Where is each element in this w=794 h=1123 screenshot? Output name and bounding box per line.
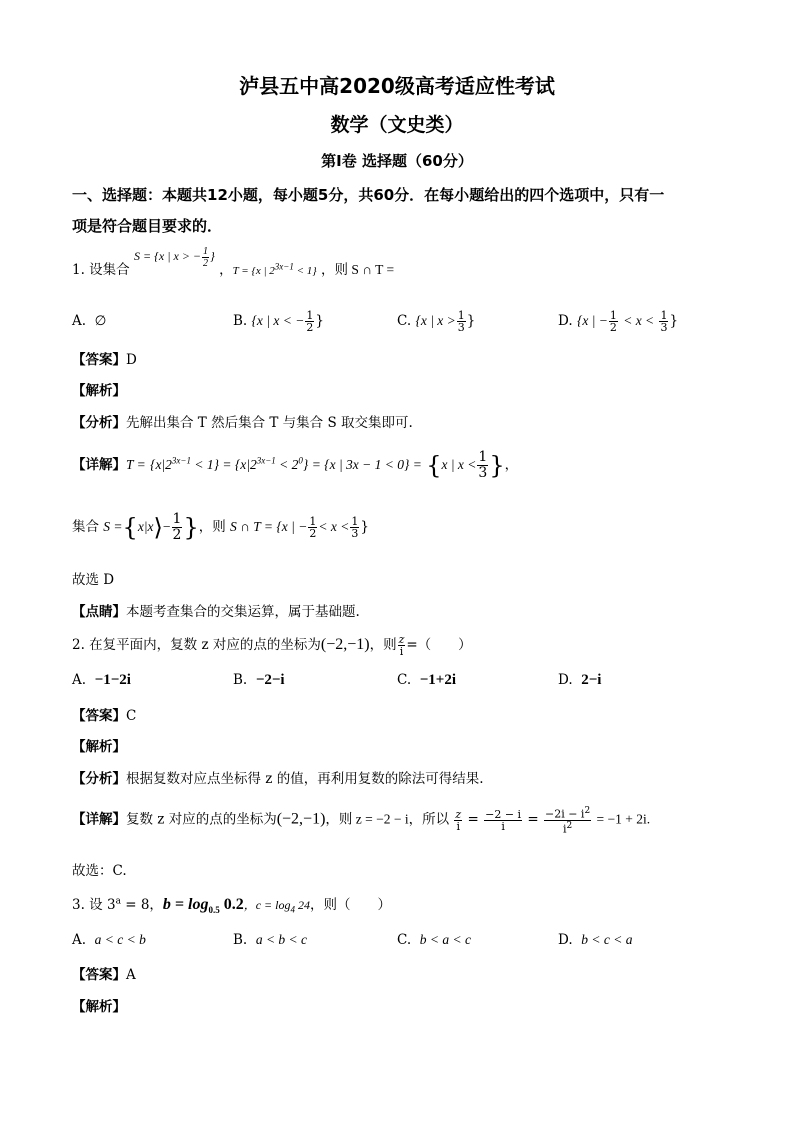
- q2-stem: 2. 在复平面内，复数 z 对应的点的坐标为(−2,−1)，则 $\frac{z}{i}$ =（ ）: [72, 633, 472, 658]
- q3-analysis-tag: 【解析】: [72, 999, 126, 1015]
- q3-stem: 3. 设 $3^a = 8$，$b = \log_{0.5} 0.2$，$c = \log_4 24$，则（ ）: [72, 896, 391, 916]
- q2-analysis-tag: 【解析】: [72, 739, 126, 755]
- paper-title: 泸县五中高2020级高考适应性考试: [239, 74, 555, 98]
- q1-dianjing: 【点睛】本题考查集合的交集运算，属于基础题.: [72, 604, 360, 620]
- q1-answer: 【答案】D: [72, 352, 137, 368]
- q3-option-d: D. b < c < a: [558, 932, 633, 948]
- q1-S-def: S = {x | x > − $\frac{1}{2}$ }: [133, 245, 215, 269]
- q1-xiangjie: 【详解】$T = \{x|2^{3x-1} < 1\} = \{x|2^{3x-1} < 2^0\} = \{x$ | 3x − 1 < 0} = {x | x < $\frac{1}{3}$ }，: [72, 449, 519, 481]
- q1-T-def: T = {x | $2^{3x-1} < 1$}: [232, 261, 317, 277]
- q1-prefix: 1. 设集合: [72, 262, 130, 278]
- q1-option-d: D. {x | − $\frac{1}{2}$ < x < $\frac{1}{3}$ }: [558, 309, 679, 334]
- q1-stem: 1. 设集合 S = {x | x > − $\frac{1}{2}$ } ，T = {x | $2^{3x-1} < 1$} ，则 S ∩ T =: [72, 245, 395, 278]
- q2-xiangjie: 【详解】复数 z 对应的点的坐标为(−2,−1)，则 z = −2 − i，所以 $\frac{z}{i}$ = $\frac{-2 - i}{i}$ = $\frac{-2i - i^2}{i^2}$ = −1 + 2i.: [72, 806, 651, 836]
- q2-option-b: B. −2−i: [233, 672, 285, 688]
- q2-answer: 【答案】C: [72, 708, 137, 724]
- q3-option-a: A. a < c < b: [72, 932, 146, 948]
- q2-option-a: A. −1−2i: [72, 672, 131, 688]
- q1-option-b: B. {x | x < − $\frac{1}{2}$ }: [233, 309, 324, 334]
- q2-fenxi: 【分析】根据复数对应点坐标得 z 的值，再利用复数的除法可得结果.: [72, 771, 484, 787]
- section-intro-line1: 一、选择题：本题共12小题，每小题5分，共60分．在每小题给出的四个选项中，只有一: [72, 186, 665, 204]
- q3-answer: 【答案】A: [72, 967, 136, 983]
- q1-option-c: C. {x | x > $\frac{1}{3}$ }: [397, 309, 476, 334]
- paper-subtitle: 数学（文史类）: [330, 114, 464, 136]
- q2-option-c: C. −1+2i: [397, 672, 456, 688]
- volume-heading: 第I卷 选择题（60分）: [321, 152, 473, 170]
- q2-option-d: D. 2−i: [558, 672, 602, 688]
- q3-option-b: B. a < b < c: [233, 932, 308, 948]
- q1-fenxi: 【分析】先解出集合 T 然后集合 T 与集合 S 取交集即可.: [72, 415, 413, 431]
- q1-analysis-tag: 【解析】: [72, 383, 126, 399]
- q3-option-c: C. b < a < c: [397, 932, 471, 948]
- q1-conclusion: 故选 D: [72, 572, 115, 588]
- q1-set-S: 集合 S ={x|x⟩− $\frac{1}{2}$ }，则 S ∩ T = {x | − $\frac{1}{2}$ < x < $\frac{1}{3}$ }: [72, 511, 369, 543]
- q1-option-a: A. ∅: [72, 313, 107, 329]
- q2-conclusion: 故选：C.: [72, 863, 127, 879]
- q1-ask: ，则 S ∩ T =: [320, 262, 395, 277]
- section-intro-line2: 项是符合题目要求的．: [72, 217, 223, 235]
